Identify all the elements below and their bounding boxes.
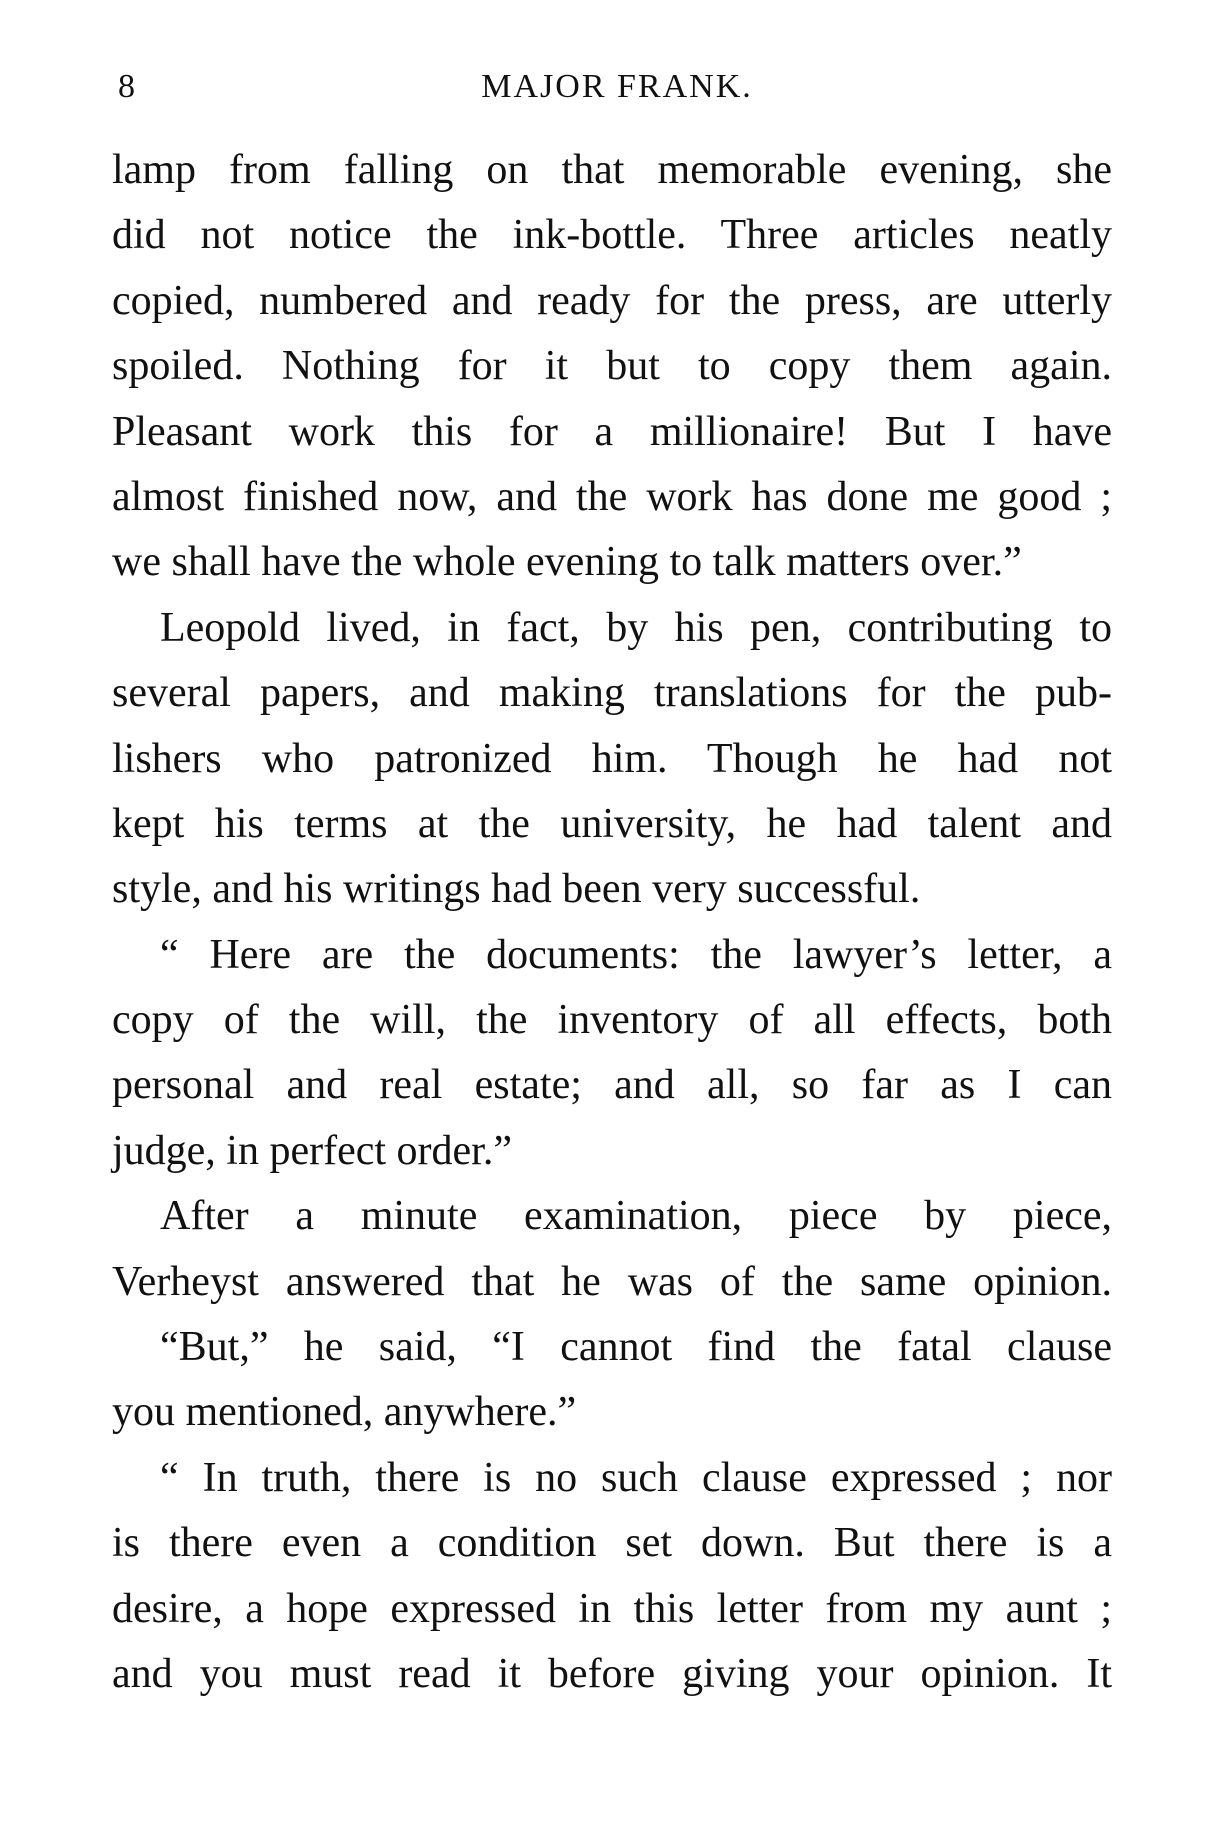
text-line: judge, in perfect order.” (112, 1127, 512, 1174)
page-header (118, 62, 1116, 112)
text-line: kept his terms at the university, he had talent and (112, 800, 1112, 847)
text-line: lamp from falling on that memorable evening, she (112, 147, 1112, 193)
page-number: 8 (118, 68, 135, 105)
text-line: you mentioned, anywhere.” (112, 1389, 577, 1436)
text-line: Pleasant work this for a millionaire! But I have (112, 408, 1112, 455)
body-text (112, 138, 1112, 1707)
text-line: lishers who patronized him. Though he had not (112, 735, 1112, 782)
text-line: personal and real estate; and all, so far as I can (112, 1062, 1112, 1109)
text-line: spoiled. Nothing for it but to copy them again. (112, 343, 1112, 390)
text-line: copied, numbered and ready for the press, are utterly (112, 277, 1112, 324)
paragraph-first-line: After a minute examination, piece by piece, (160, 1193, 1112, 1240)
text-line: is there even a condition set down. But there is a (112, 1520, 1112, 1567)
paragraph-first-line: “ Here are the documents: the lawyer’s letter, a (160, 931, 1112, 978)
text-line: several papers, and making translations for the pub- (112, 670, 1112, 717)
text-line: we shall have the whole evening to talk matters over.” (112, 539, 1022, 586)
paragraph-first-line: Leopold lived, in fact, by his pen, contributing to (160, 604, 1112, 651)
running-title: MAJOR FRANK. (481, 68, 753, 105)
text-line: Verheyst answered that he was of the same opinion. (112, 1258, 1112, 1305)
text-line: style, and his writings had been very successful. (112, 866, 921, 913)
text-line: and you must read it before giving your opinion. It (112, 1650, 1112, 1697)
text-line: desire, a hope expressed in this letter from my aunt ; (112, 1585, 1112, 1632)
text-line: did not notice the ink-bottle. Three articles neatly (112, 212, 1112, 259)
paragraph-first-line: “But,” he said, “I cannot find the fatal clause (160, 1324, 1112, 1371)
text-line: almost finished now, and the work has done me good ; (112, 473, 1112, 520)
text-line: copy of the will, the inventory of all effects, both (112, 997, 1112, 1044)
paragraph-first-line: “ In truth, there is no such clause expressed ; nor (160, 1454, 1112, 1501)
